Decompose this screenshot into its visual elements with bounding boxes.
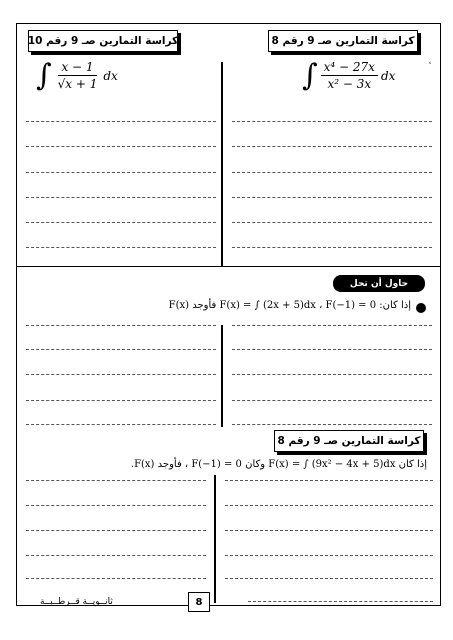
answer-line [26, 247, 216, 248]
bullet-icon [416, 303, 426, 313]
answer-line [26, 578, 206, 579]
exercise-box-top-right [268, 30, 418, 52]
answer-line [225, 555, 433, 556]
answer-line [26, 480, 206, 481]
answer-line [232, 247, 432, 248]
integral-left-numerator: x − 1 [58, 60, 96, 76]
bottom-column-divider [214, 475, 216, 603]
try-it-badge-label: حاول أن تحل [349, 278, 409, 289]
answer-line [26, 530, 206, 531]
page-frame [16, 23, 441, 606]
integral-symbol: ∫ [36, 57, 52, 93]
answer-line [26, 121, 216, 122]
answer-line [26, 222, 216, 223]
answer-line [232, 121, 432, 122]
integral-right-denominator: x² − 3x [327, 77, 372, 91]
answer-line [26, 555, 206, 556]
answer-line [232, 172, 432, 173]
answer-line [232, 349, 432, 350]
answer-line [225, 530, 433, 531]
middle-column-divider [221, 325, 223, 427]
bottom-exercise-problem [131, 459, 427, 470]
school-name [40, 597, 113, 607]
integral-left-dx: dx [103, 68, 118, 83]
answer-line [26, 349, 216, 350]
school-name-text: ثانــويــة قــرطــبــة [40, 597, 113, 607]
integral-right-dx: dx [380, 68, 396, 83]
try-it-problem-text: إذا كان: F(x) = ∫ (2x + 5)dx ، F(−1) = 0 فأوجد F(x) [168, 300, 411, 311]
answer-line [26, 400, 216, 401]
answer-line [26, 172, 216, 173]
exercise-box-bottom [274, 430, 424, 452]
answer-line [248, 601, 433, 602]
integral-right [302, 57, 396, 93]
page-number-box [188, 592, 210, 612]
answer-line [225, 505, 433, 506]
bottom-exercise-problem-text: إذا كان F(x) = ∫ (9x² − 4x + 5)dx وكان F(−1) = 0 ، فأوجد F(x). [130, 459, 427, 470]
answer-line [232, 374, 432, 375]
page-number: 8 [195, 596, 203, 608]
answer-line [232, 222, 432, 223]
answer-line [26, 325, 216, 326]
answer-line [232, 197, 432, 198]
answer-line [232, 424, 432, 425]
integral-left-denominator: √x + 1 [57, 77, 98, 91]
answer-line [232, 146, 432, 147]
top-column-divider [221, 62, 223, 266]
integral-left [36, 57, 118, 93]
exercise-box-top-left [28, 30, 178, 52]
answer-line [232, 325, 432, 326]
answer-line [26, 505, 206, 506]
section-divider [16, 266, 441, 267]
exercise-box-bottom-label: كراسة التمارين صـ 9 رقم 8 [277, 435, 421, 447]
integral-right-numerator: x⁴ − 27x [321, 60, 378, 76]
answer-line [225, 480, 433, 481]
integral-symbol: ∫ [302, 57, 318, 93]
answer-line [26, 424, 216, 425]
answer-line [232, 400, 432, 401]
answer-line [26, 374, 216, 375]
answer-line [26, 197, 216, 198]
try-it-problem [169, 300, 411, 311]
try-it-badge [333, 275, 425, 292]
answer-line [26, 146, 216, 147]
exercise-box-top-left-label: كراسة التمارين صـ 9 رقم 10 [27, 35, 179, 47]
answer-line [225, 578, 433, 579]
exercise-box-top-right-label: كراسة التمارين صـ 9 رقم 8 [271, 35, 415, 47]
